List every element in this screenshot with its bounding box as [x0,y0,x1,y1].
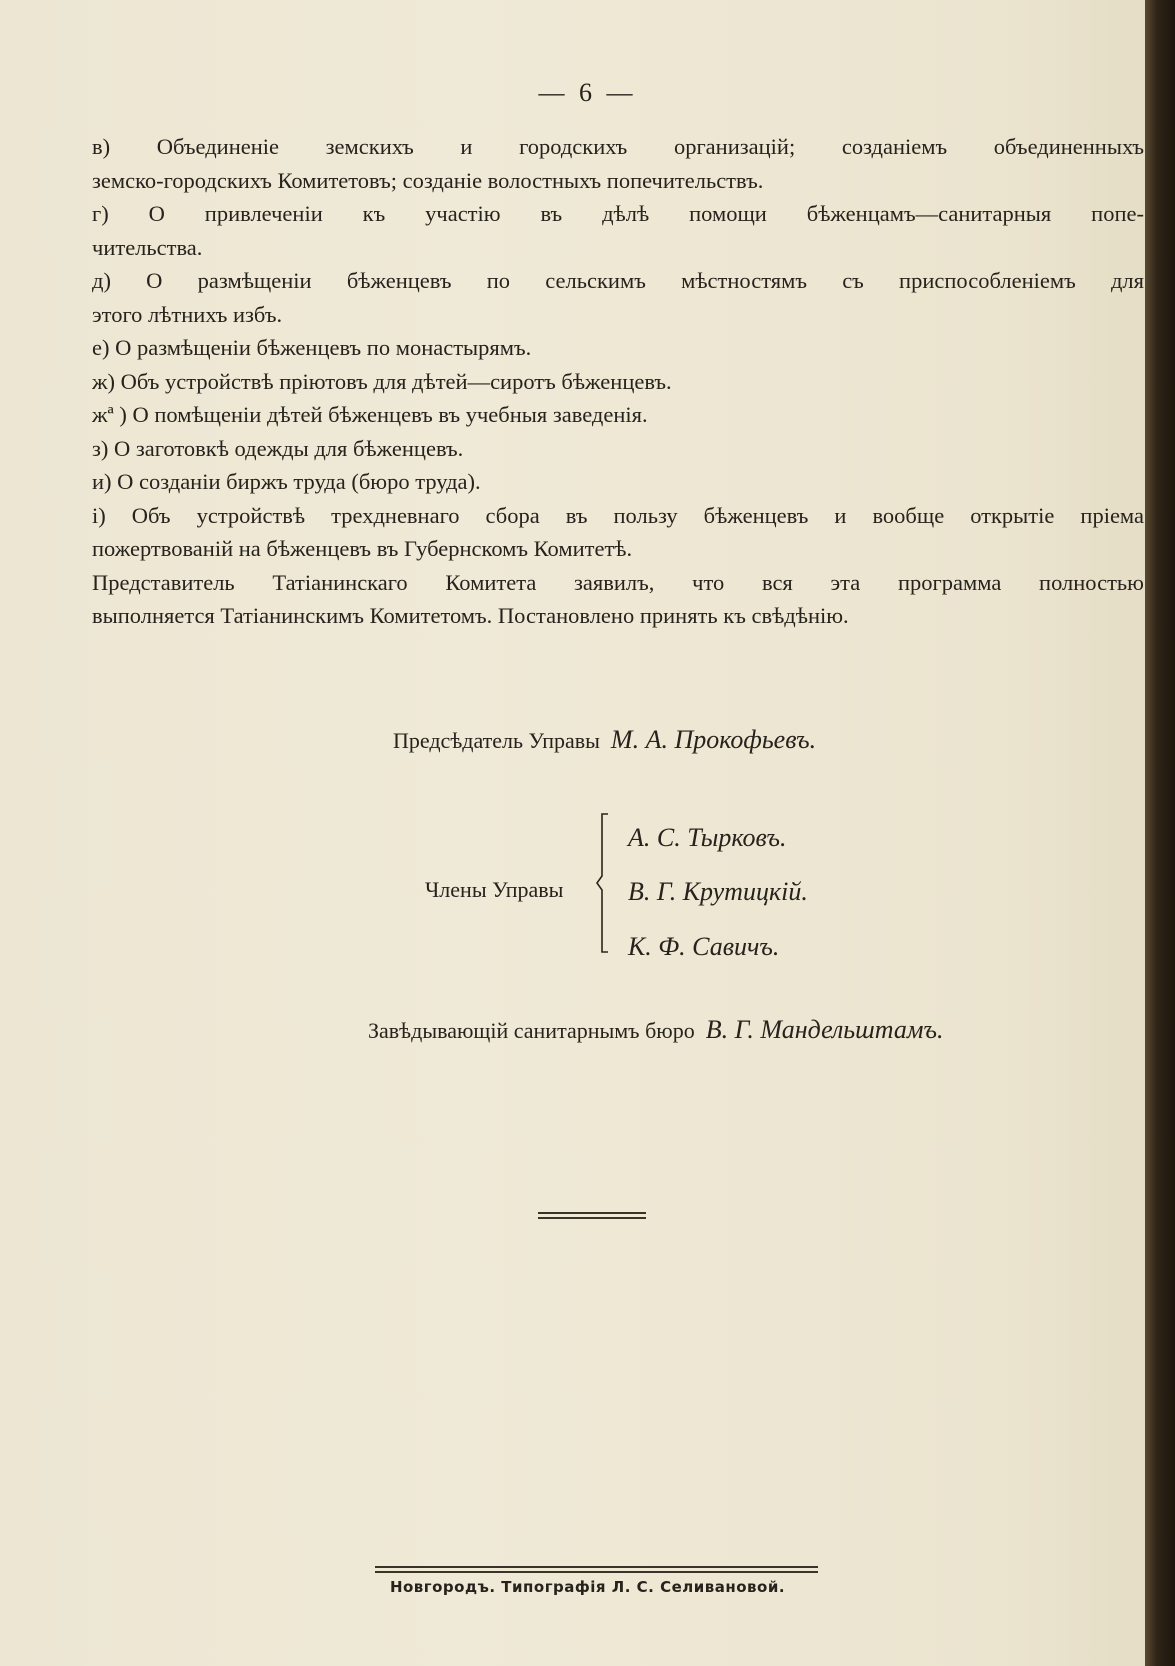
member-name: А. С. Тырковъ. [628,823,787,852]
text-line: пожертвованій на бѣженцевъ въ Губернскомъ Комитетѣ. [92,536,633,561]
ornamental-rule [538,1212,646,1222]
head-title: Завѣдывающій санитарнымъ бюро [368,1018,695,1043]
text-line: і) Объ устройствѣ трехдневнаго сбора въ пользу бѣженцевъ и вообще открытіе пріема [92,502,1144,528]
text-line: Представитель Татіанинскаго Комитета заявилъ, что вся эта программа полностью [92,569,1144,595]
footer-rule [375,1566,818,1576]
book-edge [1145,0,1175,1666]
text-line: з) О заготовкѣ одежды для бѣженцевъ. [92,435,464,461]
chair-name: М. А. Прокофьевъ. [610,725,817,754]
text-line: земско-городскихъ Комитетовъ; созданіе волостныхъ попечительствъ. [92,167,764,193]
chair-signature [393,725,816,755]
body-text [92,130,1144,633]
text-line: г) О привлеченіи къ участію въ дѣлѣ помощи бѣженцамъ—санитарныя попе- [92,201,1144,226]
text-line: д) О размѣщеніи бѣженцевъ по сельскимъ мѣстностямъ съ приспособленіемъ для [92,268,1144,293]
text-line: этого лѣтнихъ избъ. [92,301,283,327]
chair-title: Предсѣдатель Управы [393,728,600,753]
text-line: жª ) О помѣщеніи дѣтей бѣженцевъ въ учебныя заведенія. [92,402,648,427]
text-line: е) О размѣщеніи бѣженцевъ по монастырямъ. [92,335,532,360]
text-line: чительства. [92,234,203,260]
members-title: Члены Управы [425,877,564,902]
text-line: ж) Объ устройствѣ пріютовъ для дѣтей—сиротъ бѣженцевъ. [92,368,672,394]
brace-icon [596,812,610,954]
head-signature [368,1015,943,1045]
text-line: в) Объединеніе земскихъ и городскихъ организацій; созданіемъ объединенныхъ [92,134,1144,159]
member-name: К. Ф. Савичъ. [628,932,780,961]
text-line: и) О созданіи биржъ труда (бюро труда). [92,469,481,494]
printer-imprint: Новгородъ. Типографія Л. С. Селивановой. [389,1578,786,1596]
text-line: выполняется Татіанинскимъ Комитетомъ. Постановлено принять къ свѣдѣнію. [92,603,849,628]
head-name: В. Г. Мандельштамъ. [705,1015,944,1044]
page-number: — 6 — [538,78,637,107]
member-name: В. Г. Крутицкій. [628,877,808,906]
